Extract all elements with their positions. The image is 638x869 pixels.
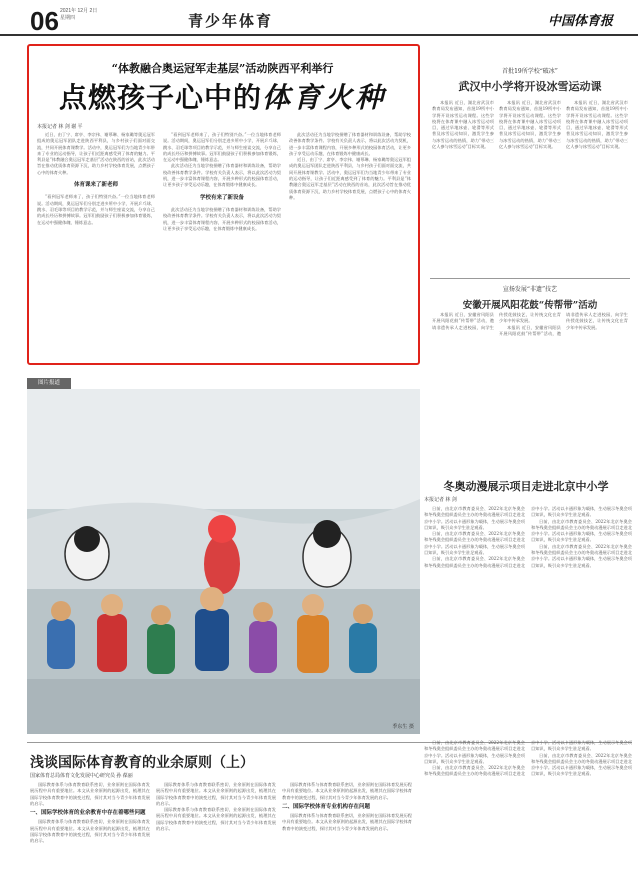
right-text-c: 本报讯 近日，湖北省武汉市教育局发布通知，首批19所中小学将开设冰雪运动课程。这些学校将在体育课中融入冰雪运动项目，通过旱地冰壶、轮滑等形式普及冰雪运动知识，激发学生参与冰雪运动的热情，助力“带动三亿人参与冰雪运动”目标实现。 (566, 100, 628, 150)
right-title: 武汉中小学将开设冰雪运动课 (458, 80, 602, 93)
lead-column-3 (289, 132, 411, 357)
intl-subhead-1: 一、国际学校体育的业余教育中存在着哪些问题 (30, 810, 146, 817)
intl-title: 浅谈国际体育教育的业余原则（上） (30, 755, 254, 771)
photo-skiing-children (27, 389, 420, 734)
page-number: 06 (30, 6, 59, 36)
winter-text-block-2 (424, 740, 632, 866)
winter-text-block-1 (424, 506, 632, 734)
intl-byline: 国家体育总局体育文化发展中心研究员 孙 葆丽 (30, 773, 133, 779)
intl-column-3 (282, 782, 412, 866)
intl-text: 国际教育体系与体育教育联系密切，业余原则在国际体育发展历程中具有重要地位。本文从业余原则的起源出发，梳理其在国际学校体育教育中的演变过程，探讨其对当今青少年体育发展的启示。 (30, 782, 150, 806)
date-line: 2021年 12月 2日 星期四 (60, 8, 98, 21)
lead-headline-calligraphy: 体育火种 (262, 81, 387, 114)
lead-kicker: “体教融合奥运冠军走基层”活动陕西平利举行 (111, 62, 334, 75)
intl-text-c: 国际教育体系与体育教育联系密切，业余原则在国际体育发展历程中具有重要地位。本文从业余原则的起源出发，梳理其在国际学校体育教育中的演变过程，探讨其对当今青少年体育发展的启示。 (156, 782, 276, 806)
right-title-2: 安徽开展风阳花鼓“传帮带”活动 (462, 300, 598, 311)
intl-text-e: 国际教育体系与体育教育联系密切，业余原则在国际体育发展历程中具有重要地位。本文从业余原则的起源出发，梳理其在国际学校体育教育中的演变过程，探讨其对当今青少年体育发展的启示。 (282, 782, 412, 800)
right-divider (430, 278, 630, 279)
winter-text: 日前，由北京市教育委员会、2022年北京冬奥会和冬残奥会组织委员会主办的冬奥动漫展示项目走进北京中小学。活动以卡通形象为载体，生动展示冬奥会项目知识，吸引众多学生驻足观看。 (424, 506, 525, 530)
right-text-2: 本报讯 近日，安徽省风阳县开展风阳花鼓“传帮带”活动，邀请非遗传承人走进校园，向学生传授花鼓技艺，让传统文化在青少年中传承发展。 (432, 312, 561, 330)
lead-byline: 本报记者 林 剑 谢 平 (37, 124, 83, 130)
lead-column-1 (37, 132, 155, 357)
winter-text-h: 日前，由北京市教育委员会、2022年北京冬奥会和冬残奥会组织委员会主办的冬奥动漫展示项目走进北京中小学。活动以卡通形象为载体，生动展示冬奥会项目知识，吸引众多学生驻足观看。 (531, 752, 632, 777)
right-text-b: 本报讯 近日，湖北省武汉市教育局发布通知，首批19所中小学将开设冰雪运动课程。这些学校将在体育课中融入冰雪运动项目，通过旱地冰壶、轮滑等形式普及冰雪运动知识，激发学生参与冰雪运动的热情，助力“带动三亿人参与冰雪运动”目标实现。 (499, 100, 561, 150)
intl-column-2 (156, 782, 276, 866)
photo-illustration (27, 389, 420, 734)
right-article-1 (430, 44, 630, 94)
photo-credit: 季东生 摄 (392, 724, 414, 730)
right-kicker: 首批19所学校“破冰” (502, 68, 558, 75)
intl-column-1 (30, 782, 150, 866)
lead-col1-text-b: “看到冠军老师来了，孩子们特别兴奋。”一位当地体育老师说。活动期间，奥运冠军们分别走进多所中小学，开展乒乓球、跳水、羽毛球等项目的教学示范，并与师生座谈交流，分享自己的成长经历和拼搏故事。冠军们鼓励孩子们积极参加体育锻炼，在运动中强健体魄、锤炼意志。 (37, 194, 155, 225)
photo-report-label: 图片报道 (27, 378, 71, 389)
lead-headline (40, 76, 405, 116)
right-article-2-text (432, 312, 628, 362)
intl-text-f: 国际教育体系与体育教育联系密切，业余原则在国际体育发展历程中具有重要地位。本文从业余原则的起源出发，梳理其在国际学校体育教育中的演变过程，探讨其对当今青少年体育发展的启示。 (282, 813, 412, 831)
winter-text-b: 日前，由北京市教育委员会、2022年北京冬奥会和冬残奥会组织委员会主办的冬奥动漫展示项目走进北京中小学。活动以卡通形象为载体，生动展示冬奥会项目知识，吸引众多学生驻足观看。 (424, 531, 525, 556)
lead-col2-text-c: 此次活动还为当地学校捐赠了体育器材和训练设备，帮助学校改善体育教学条件。学校有关负责人表示，将以此次活动为契机，进一步丰富体育课程内容，开展多种形式的校园体育活动，让更多孩子享受运动乐趣，在体育锻炼中健康成长。 (163, 206, 281, 231)
lead-col3-text: 此次活动还为当地学校捐赠了体育器材和训练设备，帮助学校改善体育教学条件。学校有关负责人表示，将以此次活动为契机，进一步丰富体育课程内容，开展多种形式的校园体育活动，让更多孩子享受运动乐趣，在体育锻炼中健康成长。 (289, 132, 411, 156)
right-article-1-text (432, 100, 628, 270)
lead-subhead-1: 体育课来了新老师 (73, 182, 118, 189)
right-text-2b: 本报讯 近日，安徽省风阳县开展风阳花鼓“传帮带”活动，邀请非遗传承人走进校园，向学生传授花鼓技艺，让传统文化在青少年中传承发展。 (499, 312, 628, 336)
intl-subhead-2: 二、国际学校体育专业机构存在问题 (282, 803, 371, 810)
winter-title: 冬奥动漫展示项目走进北京中小学 (443, 480, 609, 493)
lead-subhead-2: 学校有来了新设备 (199, 194, 244, 201)
right-kicker-2: 宣扬发展“非遗”技艺 (502, 286, 558, 293)
winter-text-c: 日前，由北京市教育委员会、2022年北京冬奥会和冬残奥会组织委员会主办的冬奥动漫展示项目走进北京中小学。活动以卡通形象为载体，生动展示冬奥会项目知识，吸引众多学生驻足观看。 (424, 506, 632, 568)
winter-text-d: 日前，由北京市教育委员会、2022年北京冬奥会和冬残奥会组织委员会主办的冬奥动漫展示项目走进北京中小学。活动以卡通形象为载体，生动展示冬奥会项目知识，吸引众多学生驻足观看。 (531, 518, 632, 543)
section-title: 青少年体育 (188, 13, 274, 30)
newspaper-logo: 中国体育报 (548, 13, 614, 28)
winter-byline: 本报记者 林 剑 (424, 497, 457, 503)
lead-col2-text: “看到冠军老师来了，孩子们特别兴奋。”一位当地体育老师说。活动期间，奥运冠军们分别走进多所中小学，开展乒乓球、跳水、羽毛球等项目的教学示范，并与师生座谈交流，分享自己的成长经历和拼搏故事。冠军们鼓励孩子们积极参加体育锻炼，在运动中强健体魄、锤炼意志。 (163, 132, 281, 163)
lead-headline-prefix: 点燃孩子心中的 (58, 81, 262, 114)
right-text: 本报讯 近日，湖北省武汉市教育局发布通知，首批19所中小学将开设冰雪运动课程。这些学校将在体育课中融入冰雪运动项目，通过旱地冰壶、轮滑等形式普及冰雪运动知识，激发学生参与冰雪运动的热情，助力“带动三亿人参与冰雪运动”目标实现。 (432, 100, 494, 150)
winter-text-e: 日前，由北京市教育委员会、2022年北京冬奥会和冬残奥会组织委员会主办的冬奥动漫展示项目走进北京中小学。活动以卡通形象为载体，生动展示冬奥会项目知识，吸引众多学生驻足观看。 (531, 543, 632, 568)
lead-col1-text: 近日，由丁宁、席亭、李宗伟、谢慕琳、杨家璐等奥运冠军组成的奥运冠军团队走进陕西平利县，与乡村孩子们面对面交流，共同开展体育课教学。活动中，奥运冠军们为当地青少年带来了专业的运动指导，让孩子们近距离感受到了体育的魅力。平利县是“体教融合奥运冠军走基层”活动在陕西的首站，此次活动旨在推动优质体育资源下沉，助力乡村学校体育发展，点燃孩子心中的体育火种。 (37, 132, 155, 175)
winter-text-f: 日前，由北京市教育委员会、2022年北京冬奥会和冬残奥会组织委员会主办的冬奥动漫展示项目走进北京中小学。活动以卡通形象为载体，生动展示冬奥会项目知识，吸引众多学生驻足观看。 (424, 740, 525, 764)
intl-text-d: 国际教育体系与体育教育联系密切，业余原则在国际体育发展历程中具有重要地位。本文从业余原则的起源出发，梳理其在国际学校体育教育中的演变过程，探讨其对当今青少年体育发展的启示。 (156, 807, 276, 832)
intl-text-b: 国际教育体系与体育教育联系密切，业余原则在国际体育发展历程中具有重要地位。本文从业余原则的起源出发，梳理其在国际学校体育教育中的演变过程，探讨其对当今青少年体育发展的启示。 (30, 819, 150, 844)
winter-text-g: 日前，由北京市教育委员会、2022年北京冬奥会和冬残奥会组织委员会主办的冬奥动漫展示项目走进北京中小学。活动以卡通形象为载体，生动展示冬奥会项目知识，吸引众多学生驻足观看。 (424, 740, 632, 777)
lead-column-2 (163, 132, 281, 357)
lead-col2-text-b: 此次活动还为当地学校捐赠了体育器材和训练设备，帮助学校改善体育教学条件。学校有关负责人表示，将以此次活动为契机，进一步丰富体育课程内容，开展多种形式的校园体育活动，让更多孩子享受运动乐趣，在体育锻炼中健康成长。 (163, 163, 281, 188)
lead-col3-text-b: 近日，由丁宁、席亭、李宗伟、谢慕琳、杨家璐等奥运冠军组成的奥运冠军团队走进陕西平利县，与乡村孩子们面对面交流，共同开展体育课教学。活动中，奥运冠军们为当地青少年带来了专业的运动指导，让孩子们近距离感受到了体育的魅力。平利县是“体教融合奥运冠军走基层”活动在陕西的首站，此次活动旨在推动优质体育资源下沉，助力乡村学校体育发展，点燃孩子心中的体育火种。 (289, 157, 411, 200)
